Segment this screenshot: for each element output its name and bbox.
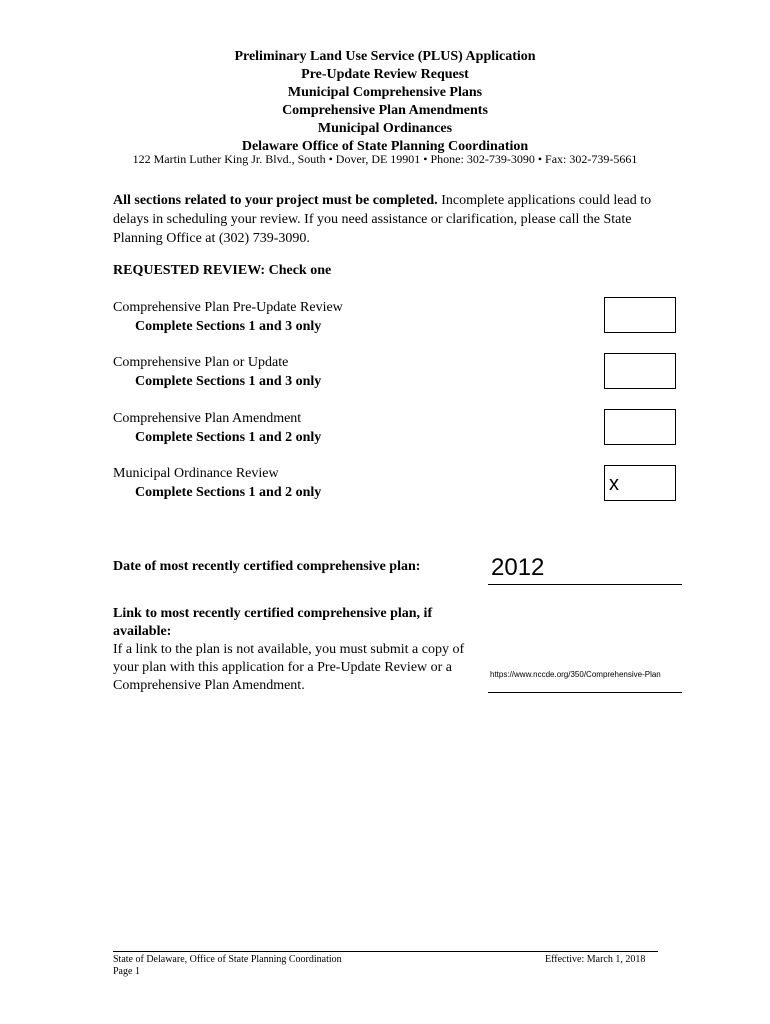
form-header xyxy=(0,48,770,156)
option-instruction: Complete Sections 1 and 3 only xyxy=(135,374,322,389)
office-name: Delaware Office of State Planning Coordination xyxy=(241,139,529,154)
link-label-bold: Link to most recently certified comprehensive plan, if available: xyxy=(113,606,433,639)
option-label: Comprehensive Plan Pre-Update Review xyxy=(113,300,343,315)
option-label: Comprehensive Plan or Update xyxy=(113,355,289,370)
intro-bold-text: All sections related to your project must be completed. xyxy=(113,193,438,208)
checkbox-plan-amendment[interactable] xyxy=(604,409,676,445)
option-instruction: Complete Sections 1 and 2 only xyxy=(135,430,322,445)
intro-paragraph xyxy=(113,191,673,248)
footer-divider xyxy=(113,951,658,952)
form-subtitle-amendments: Comprehensive Plan Amendments xyxy=(282,103,488,118)
requested-review-heading: REQUESTED REVIEW: Check one xyxy=(113,263,332,278)
footer-effective-date: Effective: March 1, 2018 xyxy=(545,954,646,965)
link-note: If a link to the plan is not available, you must submit a copy of your plan with this application for a Pre-Update Review or a Comprehensive Plan Amendment. xyxy=(113,642,465,693)
form-subtitle-pre-update: Pre-Update Review Request xyxy=(301,67,469,82)
option-plan-or-update xyxy=(113,353,321,391)
footer-page-number: Page 1 xyxy=(113,966,140,977)
checkbox-plan-or-update[interactable] xyxy=(604,353,676,389)
office-address: 122 Martin Luther King Jr. Blvd., South • Dover, DE 19901 • Phone: 302-739-3090 • Fax: 302-739-5661 xyxy=(132,152,638,166)
option-label: Municipal Ordinance Review xyxy=(113,466,279,481)
option-plan-amendment xyxy=(113,409,321,447)
form-subtitle-ordinances: Municipal Ordinances xyxy=(317,121,453,136)
option-instruction: Complete Sections 1 and 3 only xyxy=(135,319,322,334)
option-instruction: Complete Sections 1 and 2 only xyxy=(135,485,322,500)
option-label: Comprehensive Plan Amendment xyxy=(113,411,302,426)
footer-office: State of Delaware, Office of State Planning Coordination xyxy=(113,954,342,965)
checkbox-pre-update-review[interactable] xyxy=(604,297,676,333)
date-field-label: Date of most recently certified comprehensive plan: xyxy=(113,559,421,574)
form-title: Preliminary Land Use Service (PLUS) Application xyxy=(234,49,536,64)
footer-left xyxy=(113,954,342,978)
intro-text: Incomplete applications could lead to delays in scheduling your review. If you need assistance or clarification, please call the State Planning Office at (302) 739-3090. xyxy=(113,193,652,246)
link-field-label xyxy=(113,605,483,695)
form-subtitle-comp-plans: Municipal Comprehensive Plans xyxy=(287,85,483,100)
checkbox-ordinance-review[interactable]: x xyxy=(604,465,676,501)
link-input[interactable]: https://www.nccde.org/350/Comprehensive-Plan xyxy=(488,665,682,693)
date-input[interactable]: 2012 xyxy=(488,551,682,585)
option-ordinance-review xyxy=(113,464,321,502)
option-pre-update-review xyxy=(113,298,343,336)
